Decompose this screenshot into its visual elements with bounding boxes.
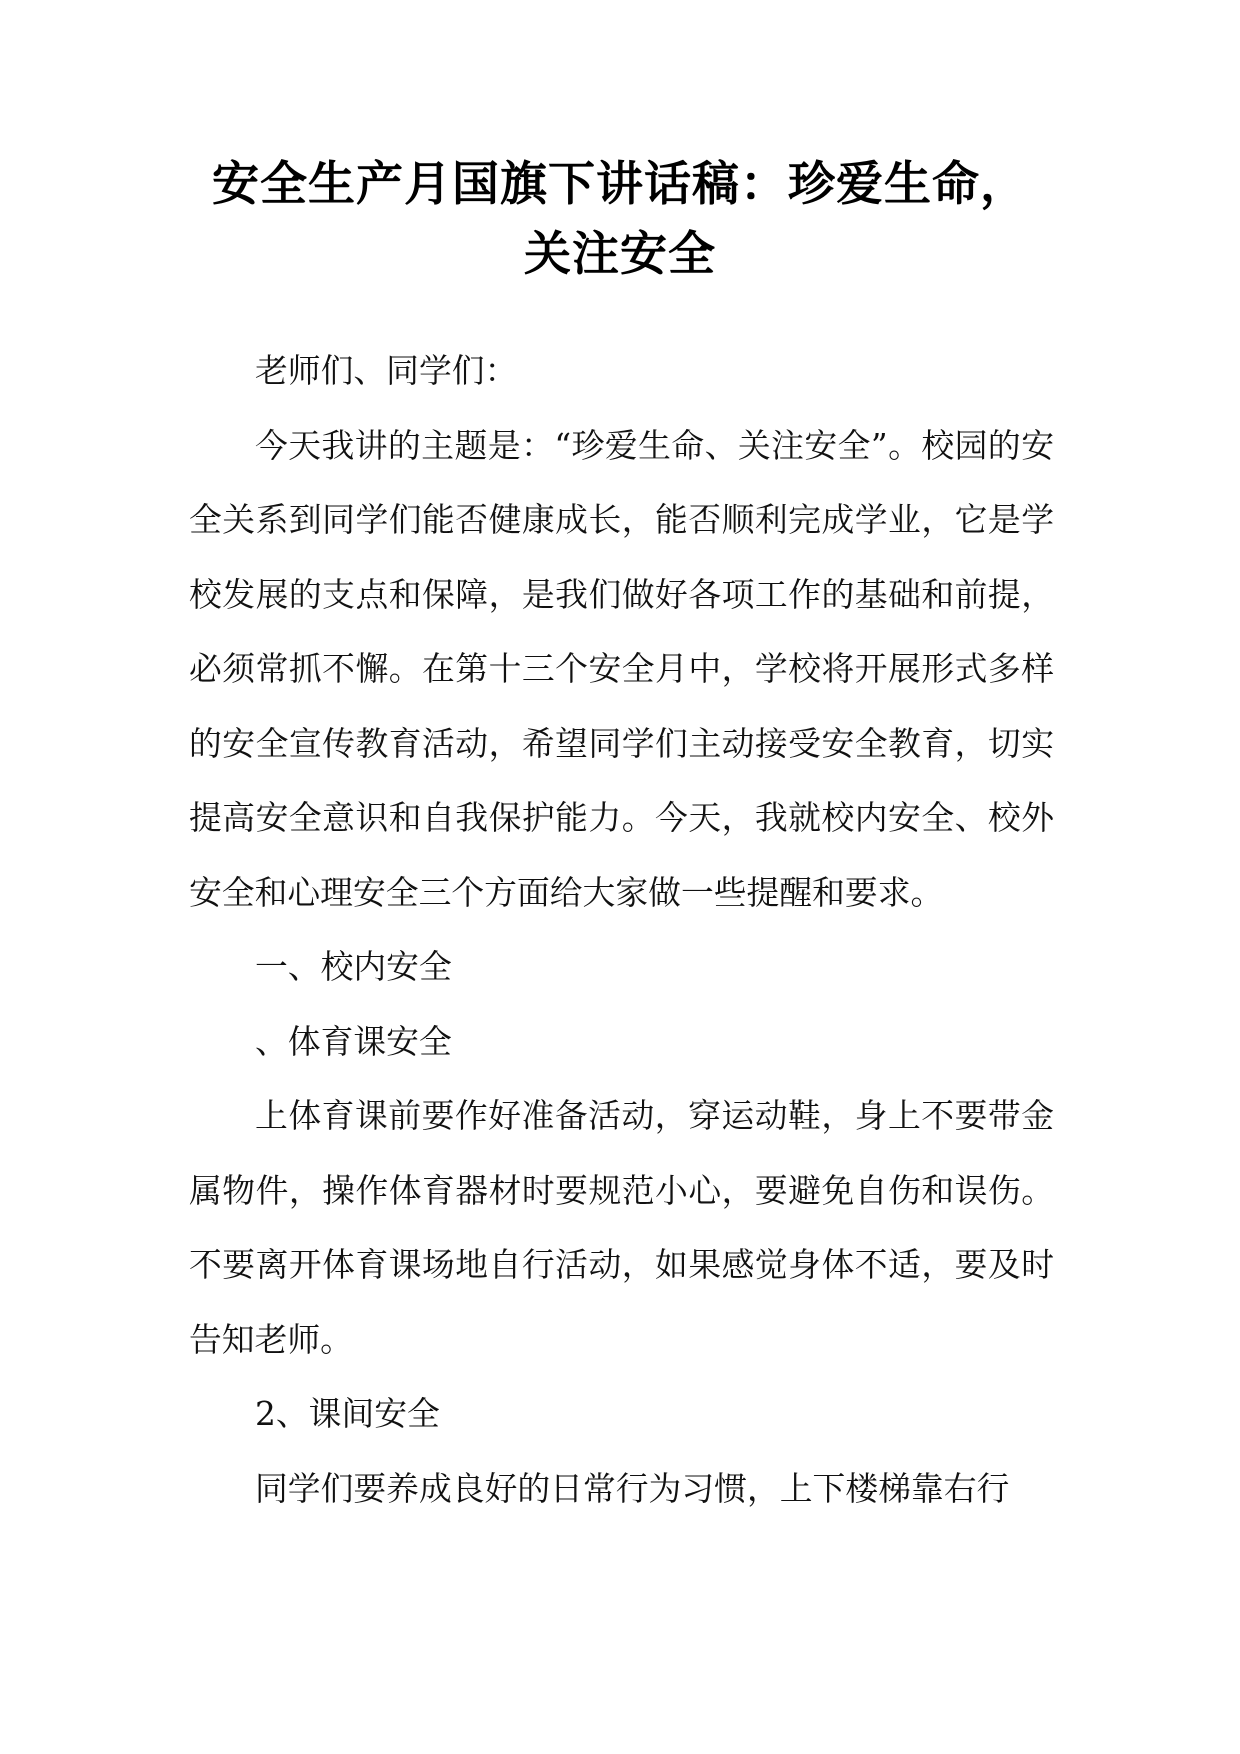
document-title bbox=[150, 150, 1090, 290]
pe-class-paragraph: 上体育课前要作好准备活动，穿运动鞋，身上不要带金属物件，操作体育器材时要规范小心，要避免自伤和误伤。不要离开体育课场地自行活动，如果感觉身体不适，要及时告知老师。 bbox=[189, 1097, 1054, 1359]
subheading-pe-class-safety: 、体育课安全 bbox=[255, 1022, 452, 1061]
title-line-2: 关注安全 bbox=[524, 227, 716, 282]
document-body bbox=[189, 334, 1054, 1526]
salutation-paragraph: 老师们、同学们： bbox=[255, 352, 518, 390]
title-line-1: 安全生产月国旗下讲话稿：珍爱生命， bbox=[212, 157, 1028, 212]
section-heading-campus-safety: 一、校内安全 bbox=[255, 948, 452, 986]
recess-paragraph: 同学们要养成良好的日常行为习惯，上下楼梯靠右行 bbox=[255, 1469, 1010, 1508]
subheading-recess-safety: 2、课间安全 bbox=[255, 1395, 440, 1433]
intro-paragraph: 今天我讲的主题是：“珍爱生命、关注安全”。校园的安全关系到同学们能否健康成长，能否顺利完成学业，它是学校发展的支点和保障，是我们做好各项工作的基础和前提，必须常抓不懈。在第十三个安全月中，学校将开展形式多样的安全宣传教育活动，希望同学们主动接受安全教育，切实提高安全意识和自我保护能力。今天，我就校内安全、校外安全和心理安全三个方面给大家做一些提醒和要求。 bbox=[189, 426, 1054, 912]
